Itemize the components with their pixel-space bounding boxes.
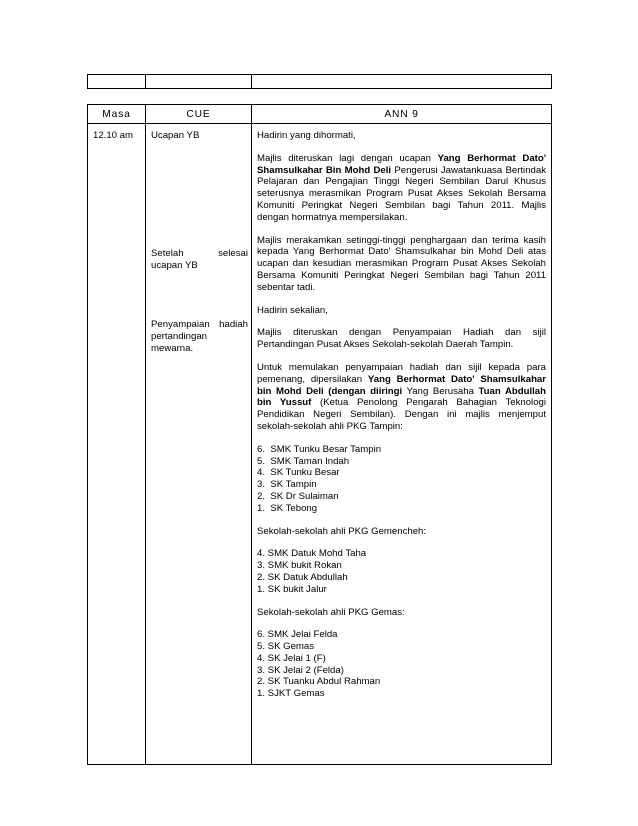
school-list-tampin	[257, 444, 546, 515]
school-list-gemas	[257, 629, 546, 700]
paragraph-opening: Majlis diteruskan lagi dengan ucapan Yang Berhormat Dato' Shamsulkahar Bin Mohd Deli Pengerusi Jawatankuasa Bertindak Pelajaran dan Pengajian Tinggi Negeri Sembilan Darul Khusus seterusnya merasmikan Program Pusat Akses Sekolah Bersama Komuniti Peringkat Negeri Sembilan bagi Tahun 2011. Majlis dengan hormatnya mempersilakan.	[257, 152, 546, 223]
time-cell	[88, 124, 146, 765]
list-item: 2. SK Dr Sulaiman	[257, 490, 339, 502]
greeting-text: Hadirin yang dihormati,	[257, 130, 356, 141]
paragraph-prize-intro: Majlis diteruskan dengan Penyampaian Hadiah dan sijil Pertandingan Pusat Akses Sekolah-sekolah Daerah Tampin.	[257, 327, 546, 351]
empty-cell	[88, 75, 146, 89]
empty-cell	[146, 75, 252, 89]
paragraph-prize-presentation: Untuk memulakan penyampaian hadiah dan sijil kepada para pemenang, dipersilakan Yang Berhormat Dato' Shamsulkahar bin Mohd Deli (dengan diiringi Yang Berusaha Tuan Abdullah bin Yussuf (Ketua Penolong Pengarah Bahagian Teknologi Pendidikan Negeri Sembilan). Dengan ini majlis menjemput sekolah-sekolah ahli PKG Tampin:	[257, 361, 546, 432]
time-value: 12.10 am	[93, 130, 134, 141]
cue-item: Penyampaian hadiah pertandingan mewarna.	[151, 319, 248, 354]
list-item: 2. SK Datuk Abdullah	[257, 571, 348, 583]
empty-table-row	[88, 75, 552, 89]
list-item: 1. SK bukit Jalur	[257, 583, 327, 595]
cue-cell	[146, 124, 252, 765]
list-item: 3. SK Jelai 2 (Felda)	[257, 664, 344, 676]
header-masa: Masa	[88, 105, 146, 124]
list-item: 6. SMK Tunku Besar Tampin	[257, 443, 382, 455]
empty-header-table	[87, 74, 552, 89]
list-item: 1. SK Tebong	[257, 502, 318, 514]
empty-cell	[252, 75, 552, 89]
list-item: 5. SK Gemas	[257, 641, 315, 653]
cue-item: Setelah selesai ucapan YB	[151, 248, 248, 271]
list-item: 1. SJKT Gemas	[257, 688, 325, 700]
paragraph-thanks: Majlis merakamkan setinggi-tinggi penghargaan dan terima kasih kepada Yang Berhormat Dato' Shamsulkahar bin Mohd Deli atas ucapan dan kesudian merasmikan Program Pusat Akses Sekolah Bersama Komuniti Peringkat Negeri Sembilan bagi Tahun 2011 sebentar tadi.	[257, 234, 546, 293]
header-cue: CUE	[146, 105, 252, 124]
table-header-row	[88, 105, 552, 124]
list-item: 3. SMK bukit Rokan	[257, 560, 342, 572]
list-item: 4. SK Tunku Besar	[257, 467, 340, 479]
list-item: 3. SK Tampin	[257, 479, 317, 491]
list-item: 5. SMK Taman Indah	[257, 455, 350, 467]
greeting-text-2: Hadirin sekalian,	[257, 304, 328, 316]
gemencheh-heading: Sekolah-sekolah ahli PKG Gemencheh:	[257, 525, 427, 537]
header-ann: ANN 9	[252, 105, 552, 124]
list-item: 2. SK Tuanku Abdul Rahman	[257, 676, 381, 688]
school-list-gemencheh	[257, 548, 546, 595]
script-table	[87, 104, 552, 765]
table-row	[88, 124, 552, 765]
cue-item: Ucapan YB	[151, 130, 200, 141]
list-item: 6. SMK Jelai Felda	[257, 629, 338, 641]
list-item: 4. SK Jelai 1 (F)	[257, 652, 326, 664]
gemas-heading: Sekolah-sekolah ahli PKG Gemas:	[257, 606, 405, 618]
list-item: 4. SMK Datuk Mohd Taha	[257, 548, 367, 560]
announcement-cell	[252, 124, 552, 765]
